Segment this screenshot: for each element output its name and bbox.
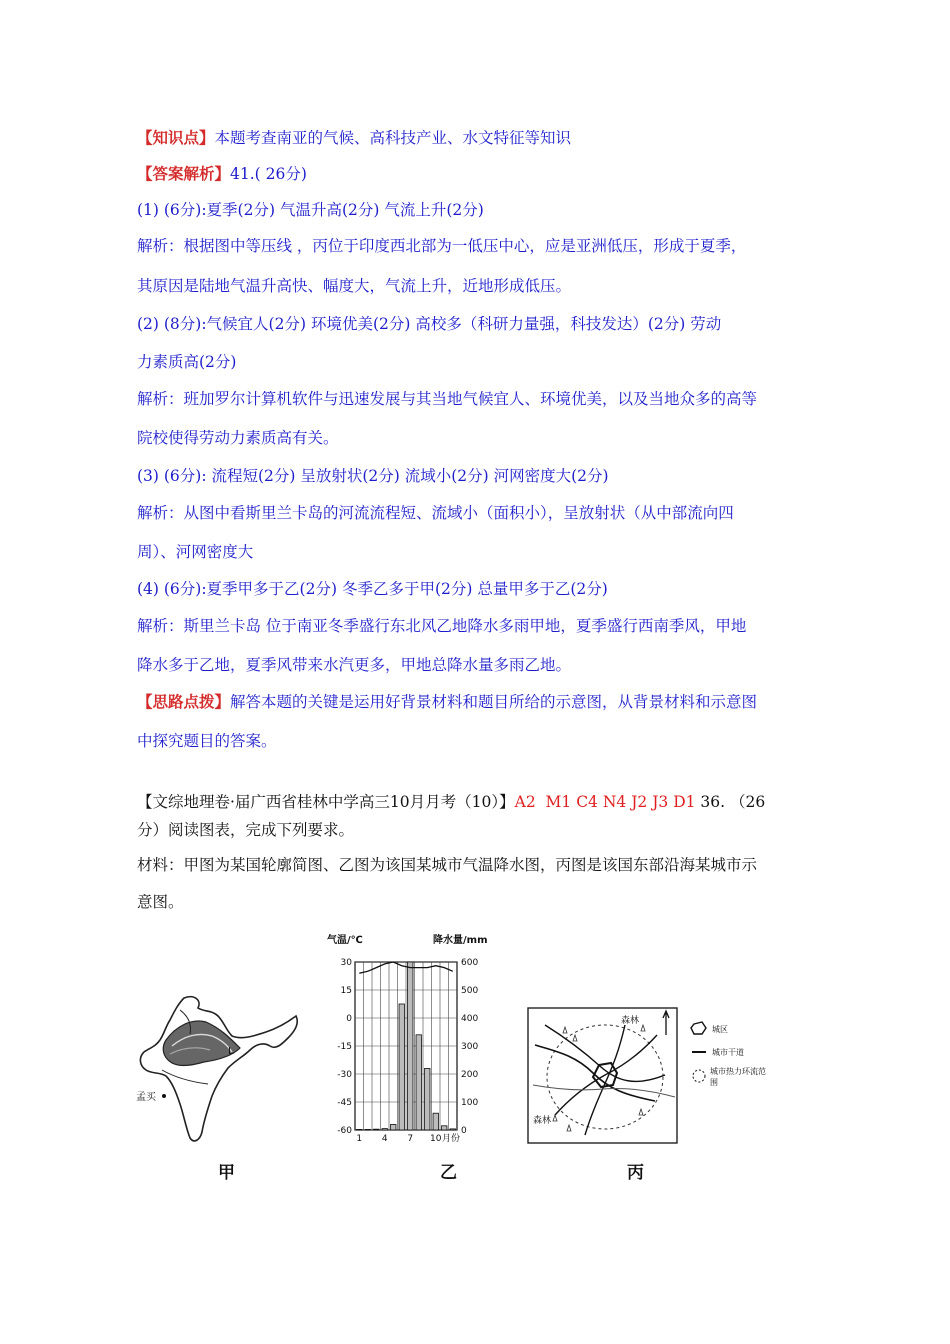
legend-urban-icon [691, 1022, 706, 1034]
yi-month-tick: 4 [381, 1134, 388, 1144]
answer-tag: 【答案解析】 [137, 164, 231, 183]
yi-month-unit: 月份 [442, 1134, 461, 1144]
q36-line-2: 分）阅读图表，完成下列要求。 [137, 821, 355, 839]
q36-num: 36. （26 [695, 793, 766, 811]
q2-analysis-1: 解析：班加罗尔计算机软件与迅速发展与其当地气候宜人、环境优美，以及当地众多的高等 [137, 390, 758, 408]
q3-answer: (3) (6分): 流程短(2分) 呈放射状(2分) 流域小(2分) 河网密度大(2分) [137, 467, 609, 485]
legend-heat-label: 城市热力环流范围 [710, 1067, 766, 1087]
q2-answer-1: (2) (8分):气候宜人(2分) 环境优美(2分) 高校多（科研力量强，科技发达）(2分) 劳动 [137, 315, 722, 333]
yi-precip-tick: 300 [461, 1042, 479, 1052]
yi-climate-chart [325, 930, 495, 1148]
q2-answer-2: 力素质高(2分) [137, 353, 237, 371]
bing-heat-circulation-ring [547, 1025, 663, 1129]
yi-precip-bar [382, 1129, 387, 1130]
yi-label: 乙 [440, 1163, 457, 1183]
answer-score: 41.( 26分) [230, 165, 307, 183]
yi-precip-tick: 600 [461, 958, 479, 968]
jia-place-label: 孟买 [136, 1092, 156, 1103]
tip-line-1 [137, 692, 757, 712]
legend-road-label: 城市干道 [712, 1048, 744, 1057]
q4-analysis-1: 解析：斯里兰卡岛 位于南亚冬季盛行东北风乙地降水多雨甲地，夏季盛行西南季风，甲地 [137, 617, 747, 635]
yi-precip-bar [374, 1129, 379, 1130]
yi-month-tick: 10 [430, 1134, 442, 1144]
yi-precip-bar [408, 962, 413, 1130]
yi-temp-axis-label: 气温/℃ [327, 935, 363, 946]
tip-text-1: 解答本题的关键是运用好背景材料和题目所给的示意图，从背景材料和示意图 [230, 693, 758, 711]
q4-answer: (4) (6分):夏季甲多于乙(2分) 冬季乙多于甲(2分) 总量甲多于乙(2分) [137, 580, 608, 598]
yi-precip-bar [416, 1035, 421, 1130]
tip-tag: 【思路点拨】 [137, 692, 231, 711]
jia-label: 甲 [218, 1163, 235, 1183]
answer-header-line [137, 164, 307, 184]
yi-precip-bar [425, 1068, 430, 1130]
bing-forest-bottom: 森林 [533, 1116, 552, 1126]
q1-answer: (1) (6分):夏季(2分) 气温升高(2分) 气流上升(2分) [137, 201, 484, 219]
yi-month-tick: 7 [407, 1134, 414, 1144]
yi-precip-tick: 0 [461, 1126, 467, 1136]
q4-analysis-2: 降水多于乙地，夏季风带来水汽更多，甲地总降水量多雨乙地。 [137, 656, 572, 674]
q1-analysis-2: 其原因是陆地气温升高快、幅度大，气流上升，近地形成低压。 [137, 277, 572, 295]
q3-analysis-1: 解析：从图中看斯里兰卡岛的河流流程短、流域小（面积小），呈放射状（从中部流向四 [137, 504, 734, 522]
q36-line-1 [137, 792, 765, 812]
yi-temp-tick: 15 [340, 986, 352, 996]
legend-heat-wrap [710, 1066, 766, 1096]
yi-precip-bar [357, 1129, 362, 1130]
yi-precip-bar [365, 1129, 370, 1130]
yi-precip-tick: 500 [461, 986, 479, 996]
bing-city-map [525, 1005, 695, 1150]
legend-urban-label: 城区 [712, 1025, 728, 1034]
q36-material-1: 材料：甲图为某国轮廓简图、乙图为该国某城市气温降水图，丙图是该国东部沿海某城市示 [137, 856, 758, 874]
yi-temp-tick: -45 [337, 1098, 352, 1108]
q36-source: 【文综地理卷·届广西省桂林中学高三10月月考（10）】 [137, 793, 515, 811]
yi-month-tick: 1 [356, 1134, 363, 1144]
yi-precip-bar [399, 1004, 404, 1130]
yi-precip-bar [450, 1129, 455, 1130]
yi-precip-axis-label: 降水量/mm [433, 935, 488, 946]
yi-precip-tick: 100 [461, 1098, 479, 1108]
yi-precip-tick: 200 [461, 1070, 479, 1080]
yi-temp-tick: -60 [337, 1126, 352, 1136]
bing-label: 丙 [627, 1163, 644, 1183]
yi-temp-tick: 0 [346, 1014, 352, 1024]
q1-analysis-1: 解析：根据图中等压线 ，丙位于印度西北部为一低压中心，应是亚洲低压，形成于夏季， [137, 237, 747, 255]
q36-material-2: 意图。 [137, 893, 184, 911]
yi-precip-bar [391, 1124, 396, 1130]
tip-line-2: 中探究题目的答案。 [137, 732, 277, 750]
yi-precip-bar [433, 1113, 438, 1130]
knowledge-tag: 【知识点】 [137, 128, 215, 147]
q2-analysis-2: 院校使得劳动力素质高有关。 [137, 429, 339, 447]
q3-analysis-2: 周）、河网密度大 [137, 543, 254, 561]
jia-map [132, 990, 302, 1150]
yi-temp-tick: -15 [337, 1042, 352, 1052]
yi-precip-bar [442, 1126, 447, 1130]
jia-mark-label: L [228, 1046, 234, 1057]
knowledge-text: 本题考查南亚的气候、高科技产业、水文特征等知识 [214, 129, 572, 147]
yi-temp-tick: -30 [337, 1070, 352, 1080]
north-arrow-icon [663, 1011, 669, 1035]
yi-temp-tick: 30 [340, 958, 352, 968]
yi-precip-tick: 400 [461, 1014, 479, 1024]
legend-heat-icon [693, 1070, 705, 1082]
bing-legend [690, 1018, 766, 1102]
q36-codes: A2 M1 C4 N4 J2 J3 D1 [514, 793, 696, 811]
bing-forest-top: 森林 [621, 1016, 640, 1026]
knowledge-line [137, 128, 571, 148]
jia-place-dot [162, 1094, 166, 1098]
